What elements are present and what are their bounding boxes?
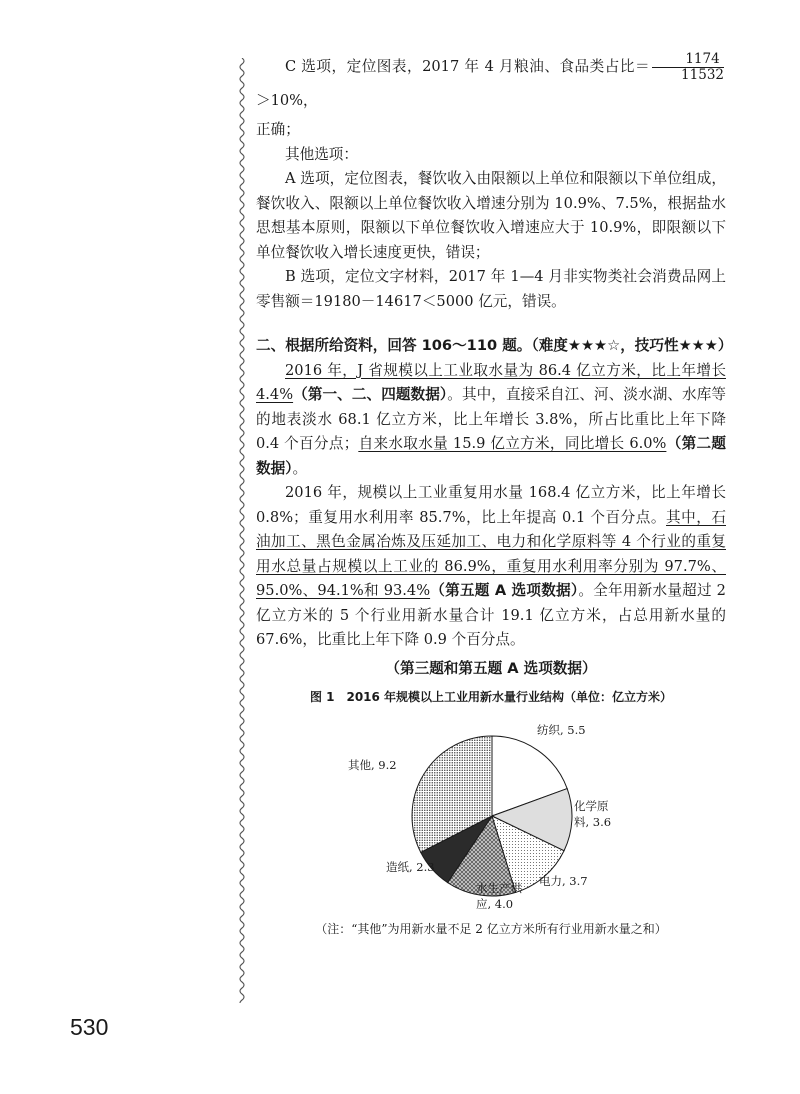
underlined-text-3: 其中，石油加工、黑色金属冶炼及压延加工、电力和化学原料等 4 个行业的重复用水总量占规模以上工业的 86.9%，重复用水利用率分别为 97.7%、95.0%、94.1%和 93.4%	[256, 508, 726, 599]
chart-heading: （第三题和第五题 A 选项数据）	[385, 659, 597, 677]
pie-label-chemical-line2: 料, 3.6	[574, 814, 612, 829]
option-b-paragraph: B 选项，定位文字材料，2017 年 1—4 月非实物类社会消费品网上零售额＝19180－14617＜5000 亿元，错误。	[256, 268, 726, 310]
page-content	[256, 50, 733, 941]
option-c-text: C 选项，定位图表，2017 年 4 月粮油、食品类占比＝	[285, 58, 651, 75]
data-tag-1: （第一、二、四题数据）	[293, 386, 448, 403]
data-tag-3: （第五题 A 选项数据）	[430, 582, 579, 599]
paragraph-2-text: 2016 年，规模以上工业重复用水量 168.4 亿立方米，比上年增长 0.8%；重复用水利用率 85.7%，比上年提高 0.1 个百分点。	[256, 484, 726, 526]
paragraph-1-end: 。	[292, 459, 308, 477]
pie-label-paper: 造纸, 2.3	[386, 859, 435, 874]
pie-chart-svg	[256, 714, 726, 909]
figure-caption: 图 1 2016 年规模以上工业用新水量行业结构（单位：亿立方米）	[309, 690, 673, 704]
wavy-divider	[236, 58, 248, 1003]
pie-label-chemical-line1: 化学原	[574, 798, 609, 813]
section-heading: 二、根据所给资料，回答 106～110 题。（难度★★★☆，技巧性★★★）	[256, 337, 733, 354]
material-paragraph-2	[256, 481, 726, 653]
fraction	[652, 52, 724, 83]
option-a-paragraph: A 选项，定位图表，餐饮收入由限额以上单位和限额以下单位组成，餐饮收入、限额以上单位餐饮收入增速分别为 10.9%、7.5%，根据盐水思想基本原则，限额以下单位餐饮收入增速应大于 10.9%，即限额以下单位餐饮收入增长速度更快，错误；	[256, 170, 726, 261]
pie-label-other: 其他, 9.2	[348, 757, 397, 772]
underlined-text-2: 自来水取水量 15.9 亿立方米，同比增长 6.0%	[358, 435, 667, 452]
data-tag-2: （第二题数据）	[256, 435, 726, 477]
pie-label-textile: 纺织, 5.5	[537, 722, 586, 737]
page-number: 530	[70, 1014, 109, 1040]
option-c-conclusion: 正确；	[256, 121, 300, 138]
pie-label-power: 电力, 3.7	[539, 873, 588, 888]
pie-label-water-line2: 应, 4.0	[476, 896, 514, 909]
paragraph-2-end: 。全年用新水量超过 2 亿立方米的 5 个行业用新水量合计 19.1 亿立方米，占总用新水量的 67.6%，比重比上年下降 0.9 个百分点。	[256, 582, 726, 648]
option-c-suffix: ＞10%，	[256, 92, 318, 109]
underlined-text-1: 2016 年，J 省规模以上工业取水量为 86.4 亿立方米，比上年增长 4.4%	[256, 361, 726, 403]
pie-label-water-line1: 水生产供	[476, 880, 522, 895]
pie-chart	[256, 714, 726, 909]
paragraph-1-text: 。其中，直接采自江、河、淡水湖、水库等的地表淡水 68.1 亿立方米，比上年增长 3.8%，所占比重比上年下降 0.4 个百分点；	[256, 386, 726, 452]
material-paragraph-1	[256, 359, 726, 482]
fraction-denominator: 11532	[681, 66, 724, 83]
fraction-numerator: 1174	[652, 52, 724, 68]
other-options-label: 其他选项：	[285, 145, 358, 163]
option-c-line	[256, 50, 726, 118]
chart-note: （注：“其他”为用新水量不足 2 亿立方米所有行业用新水量之和）	[315, 921, 667, 936]
